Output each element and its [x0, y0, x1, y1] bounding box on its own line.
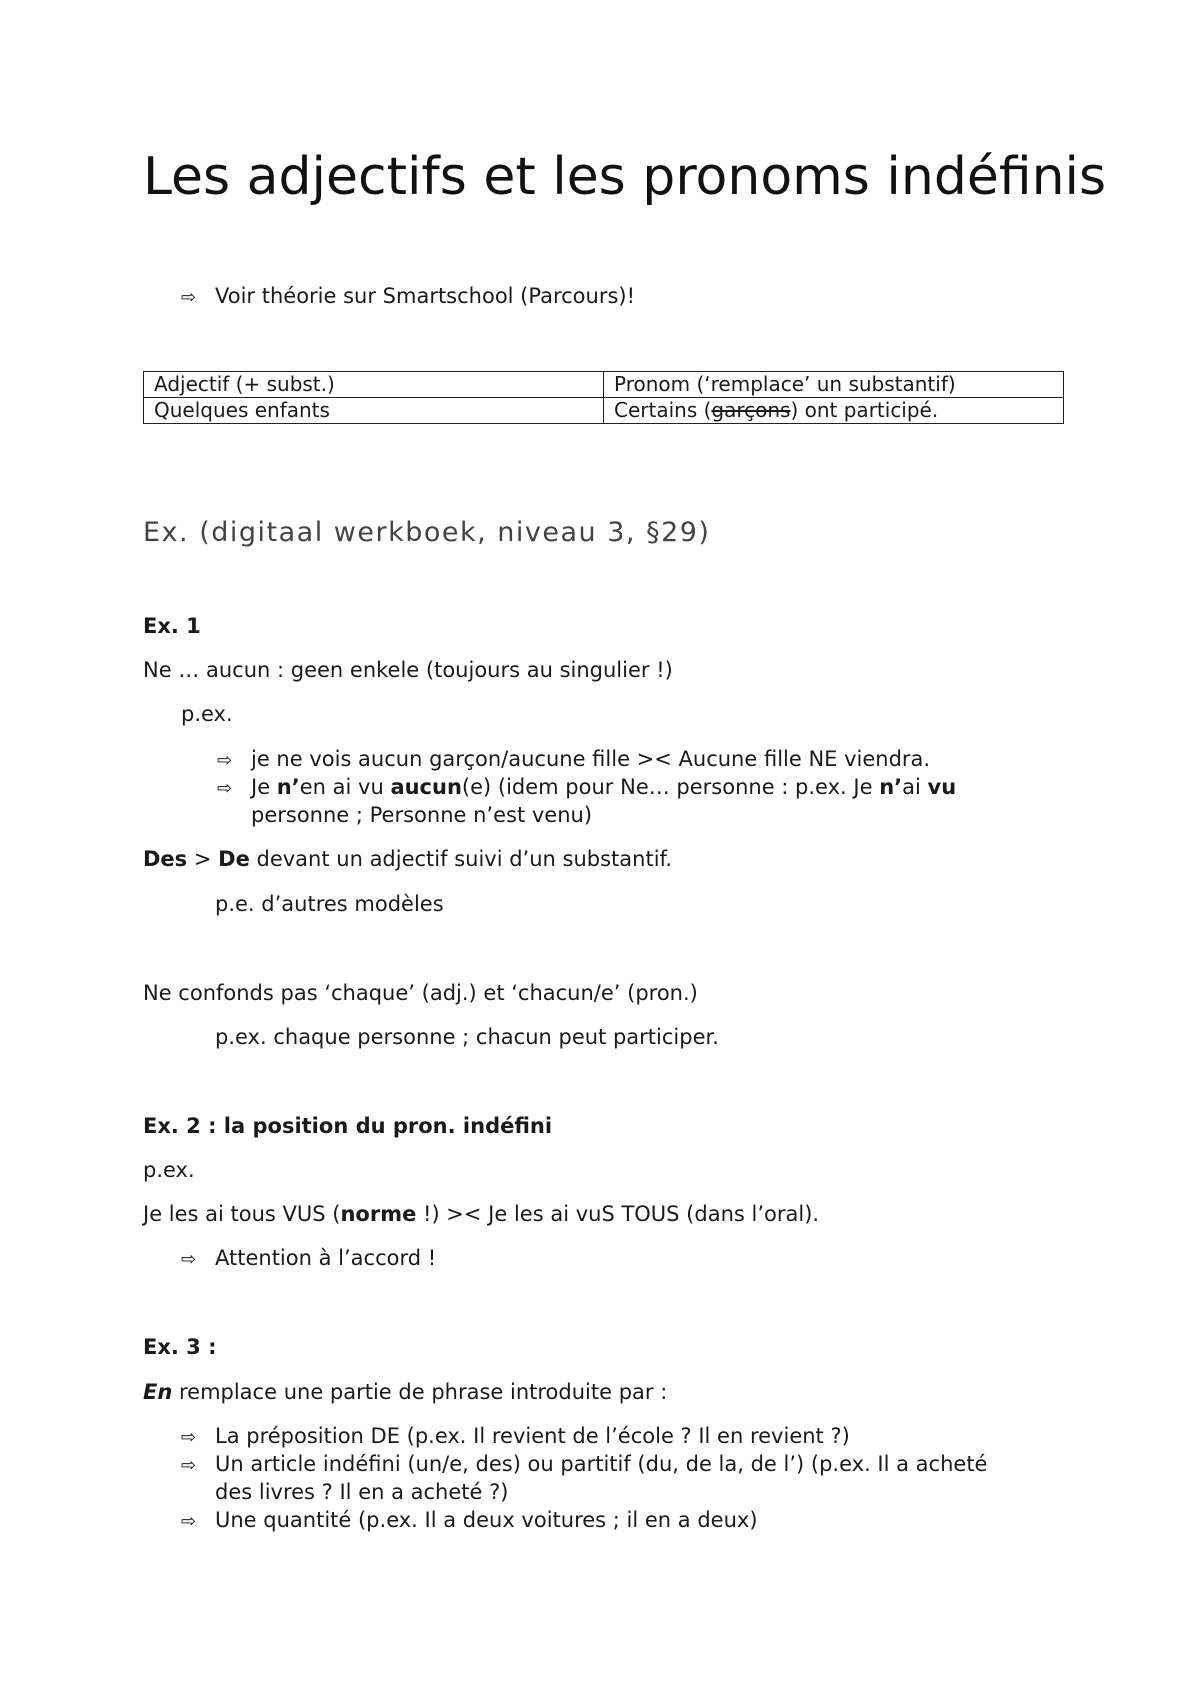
ex3-bullet-2: [181, 1450, 987, 1480]
ex3-bullet-3-text: Une quantité (p.ex. Il a deux voitures ; il en a deux): [215, 1508, 758, 1532]
exercise-heading: Ex. (digitaal werkboek, niveau 3, §29): [143, 517, 711, 548]
text-part: ai: [902, 775, 928, 799]
ex3-intro: [143, 1378, 667, 1406]
des-de-rule: [143, 845, 672, 873]
text-bold-italic: En: [143, 1380, 173, 1404]
text-part: Je les ai tous VUS (: [143, 1202, 341, 1226]
intro-bullet: [181, 282, 635, 312]
confonds-rule: Ne confonds pas ‘chaque’ (adj.) et ‘chacun/e’ (pron.): [143, 981, 698, 1005]
text-part: !) >< Je les ai vuS TOUS (dans l’oral).: [416, 1202, 820, 1226]
ex1-bullet-2: [217, 773, 956, 803]
definition-table: [143, 371, 1064, 424]
ex1-pex: p.ex.: [181, 702, 233, 726]
table-header-pronoun: Pronom (‘remplace’ un substantif): [604, 372, 1064, 398]
text-bold: Des: [143, 847, 188, 871]
table-row: [144, 372, 1064, 398]
table-cell-pronoun-example: [604, 398, 1064, 424]
pronoun-suffix: ) ont participé.: [790, 398, 939, 422]
ex2-pex: p.ex.: [143, 1158, 195, 1182]
ex1-heading: [143, 612, 201, 640]
ex3-bullet-2-text: Un article indéfini (un/e, des) ou partitif (du, de la, de l’) (p.ex. Il a acheté: [215, 1452, 988, 1476]
ex3-heading: [143, 1333, 217, 1361]
confonds-example: p.ex. chaque personne ; chacun peut participer.: [215, 1025, 719, 1049]
text-part: en ai vu: [299, 775, 391, 799]
table-row: [144, 398, 1064, 424]
text-part: (e) (idem pour Ne… personne : p.ex. Je: [461, 775, 880, 799]
text-part: devant un adjectif suivi d’un substantif.: [249, 847, 673, 871]
page-title: Les adjectifs et les pronoms indéfinis: [143, 147, 1107, 207]
ex3-bullet-1-text: La préposition DE (p.ex. Il revient de l’école ? Il en revient ?): [215, 1424, 850, 1448]
ex2-bullet-text: Attention à l’accord !: [215, 1246, 437, 1270]
ex3-bullet-2-line-2: des livres ? Il en a acheté ?): [215, 1480, 509, 1504]
ex2-heading: [143, 1112, 552, 1140]
text-part: Je: [251, 775, 277, 799]
outline-right-arrow-icon: ⇨: [181, 287, 197, 308]
ex1-heading-text: Ex. 1: [143, 614, 201, 638]
table-cell-adjective-example: Quelques enfants: [144, 398, 604, 424]
outline-right-arrow-icon: ⇨: [217, 778, 233, 799]
text-bold: norme: [340, 1202, 417, 1226]
text-bold: aucun: [390, 775, 462, 799]
struck-word: garçons: [711, 398, 791, 422]
text-part: >: [187, 847, 219, 871]
ex3-bullet-3: [181, 1506, 758, 1536]
ex1-bullet-2-line-2: personne ; Personne n’est venu): [251, 803, 593, 827]
text-part: remplace une partie de phrase introduite par :: [172, 1380, 668, 1404]
pronoun-prefix: Certains (: [614, 398, 712, 422]
ex3-heading-text: Ex. 3 :: [143, 1335, 217, 1359]
des-de-example: p.e. d’autres modèles: [215, 892, 444, 916]
outline-right-arrow-icon: ⇨: [181, 1427, 197, 1448]
ex1-bullet-1-text: je ne vois aucun garçon/aucune fille >< Aucune fille NE viendra.: [251, 747, 931, 771]
outline-right-arrow-icon: ⇨: [181, 1511, 197, 1532]
ex2-heading-text: Ex. 2 : la position du pron. indéfini: [143, 1114, 553, 1138]
outline-right-arrow-icon: ⇨: [181, 1249, 197, 1270]
text-bold: n’: [879, 775, 903, 799]
text-bold: De: [218, 847, 250, 871]
text-bold: vu: [927, 775, 957, 799]
ex2-bullet: [181, 1244, 436, 1274]
table-header-adjective: Adjectif (+ subst.): [144, 372, 604, 398]
ex1-rule: Ne … aucun : geen enkele (toujours au singulier !): [143, 658, 673, 682]
ex2-sentence: [143, 1200, 819, 1228]
outline-right-arrow-icon: ⇨: [181, 1455, 197, 1476]
outline-right-arrow-icon: ⇨: [217, 750, 233, 771]
text-bold: n’: [276, 775, 300, 799]
ex1-bullet-1: [217, 745, 930, 775]
intro-bullet-text: Voir théorie sur Smartschool (Parcours)!: [215, 284, 636, 308]
ex3-bullet-1: [181, 1422, 850, 1452]
